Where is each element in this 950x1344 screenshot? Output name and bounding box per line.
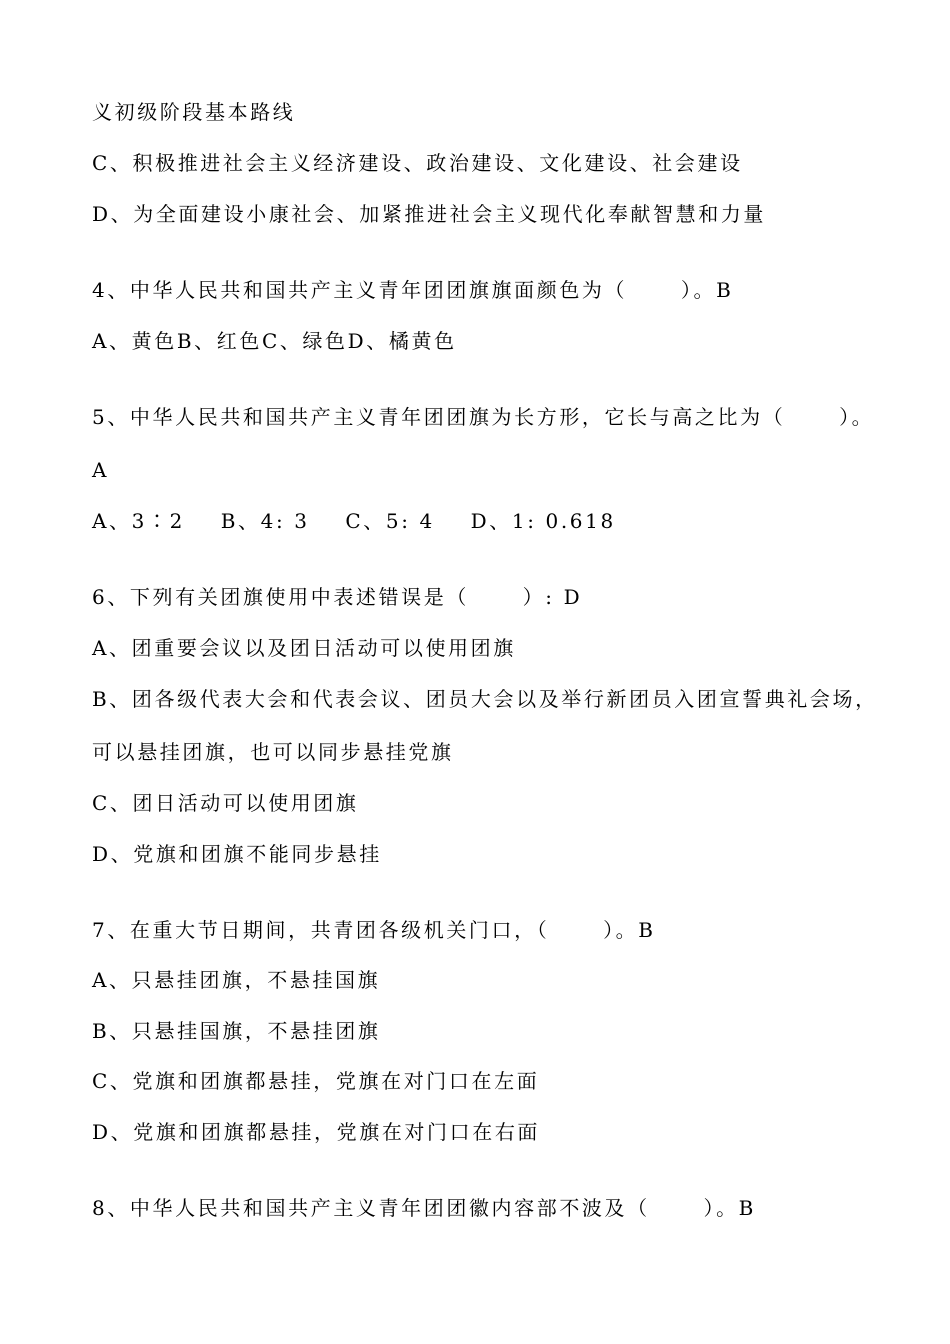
option-c-q6: C、团日活动可以使用团旗: [92, 791, 359, 815]
option-b-q6: B、团各级代表大会和代表会议、团员大会以及举行新团员入团宣誓典礼会场，: [92, 687, 878, 711]
question-6: 6、下列有关团旗使用中表述错误是（ ）: D: [92, 585, 583, 609]
option-a-q6: A、团重要会议以及团日活动可以使用团旗: [92, 636, 516, 660]
options-q4: A、黄色B、红色C、绿色D、橘黄色: [92, 329, 457, 353]
option-a-q7: A、只悬挂团旗，不悬挂国旗: [92, 968, 381, 992]
option-c-q3: C、积极推进社会主义经济建设、政治建设、文化建设、社会建设: [92, 151, 743, 175]
options-q5: A、3∶2 B、4: 3 C、5: 4 D、1: 0.618: [92, 509, 616, 533]
question-8: 8、中华人民共和国共产主义青年团团徽内容部不波及（ ）。B: [92, 1196, 756, 1220]
option-c-q7: C、党旗和团旗都悬挂，党旗在对门口在左面: [92, 1069, 540, 1093]
option-d-q3: D、为全面建设小康社会、加紧推进社会主义现代化奉献智慧和力量: [92, 202, 767, 226]
question-5: 5、中华人民共和国共产主义青年团团旗为长方形，它长与高之比为（ ）。: [92, 405, 875, 429]
option-b-q6-continued: 可以悬挂团旗，也可以同步悬挂党旗: [92, 740, 454, 764]
question-7: 7、在重大节日期间，共青团各级机关门口，（ ）。B: [92, 918, 656, 942]
question-4: 4、中华人民共和国共产主义青年团团旗旗面颜色为（ ）。B: [92, 278, 734, 302]
option-d-q6: D、党旗和团旗不能同步悬挂: [92, 842, 382, 866]
answer-q5: A: [92, 458, 110, 482]
text-line: 义初级阶段基本路线: [92, 100, 296, 124]
option-b-q7: B、只悬挂国旗，不悬挂团旗: [92, 1019, 381, 1043]
option-d-q7: D、党旗和团旗都悬挂，党旗在对门口在右面: [92, 1120, 541, 1144]
